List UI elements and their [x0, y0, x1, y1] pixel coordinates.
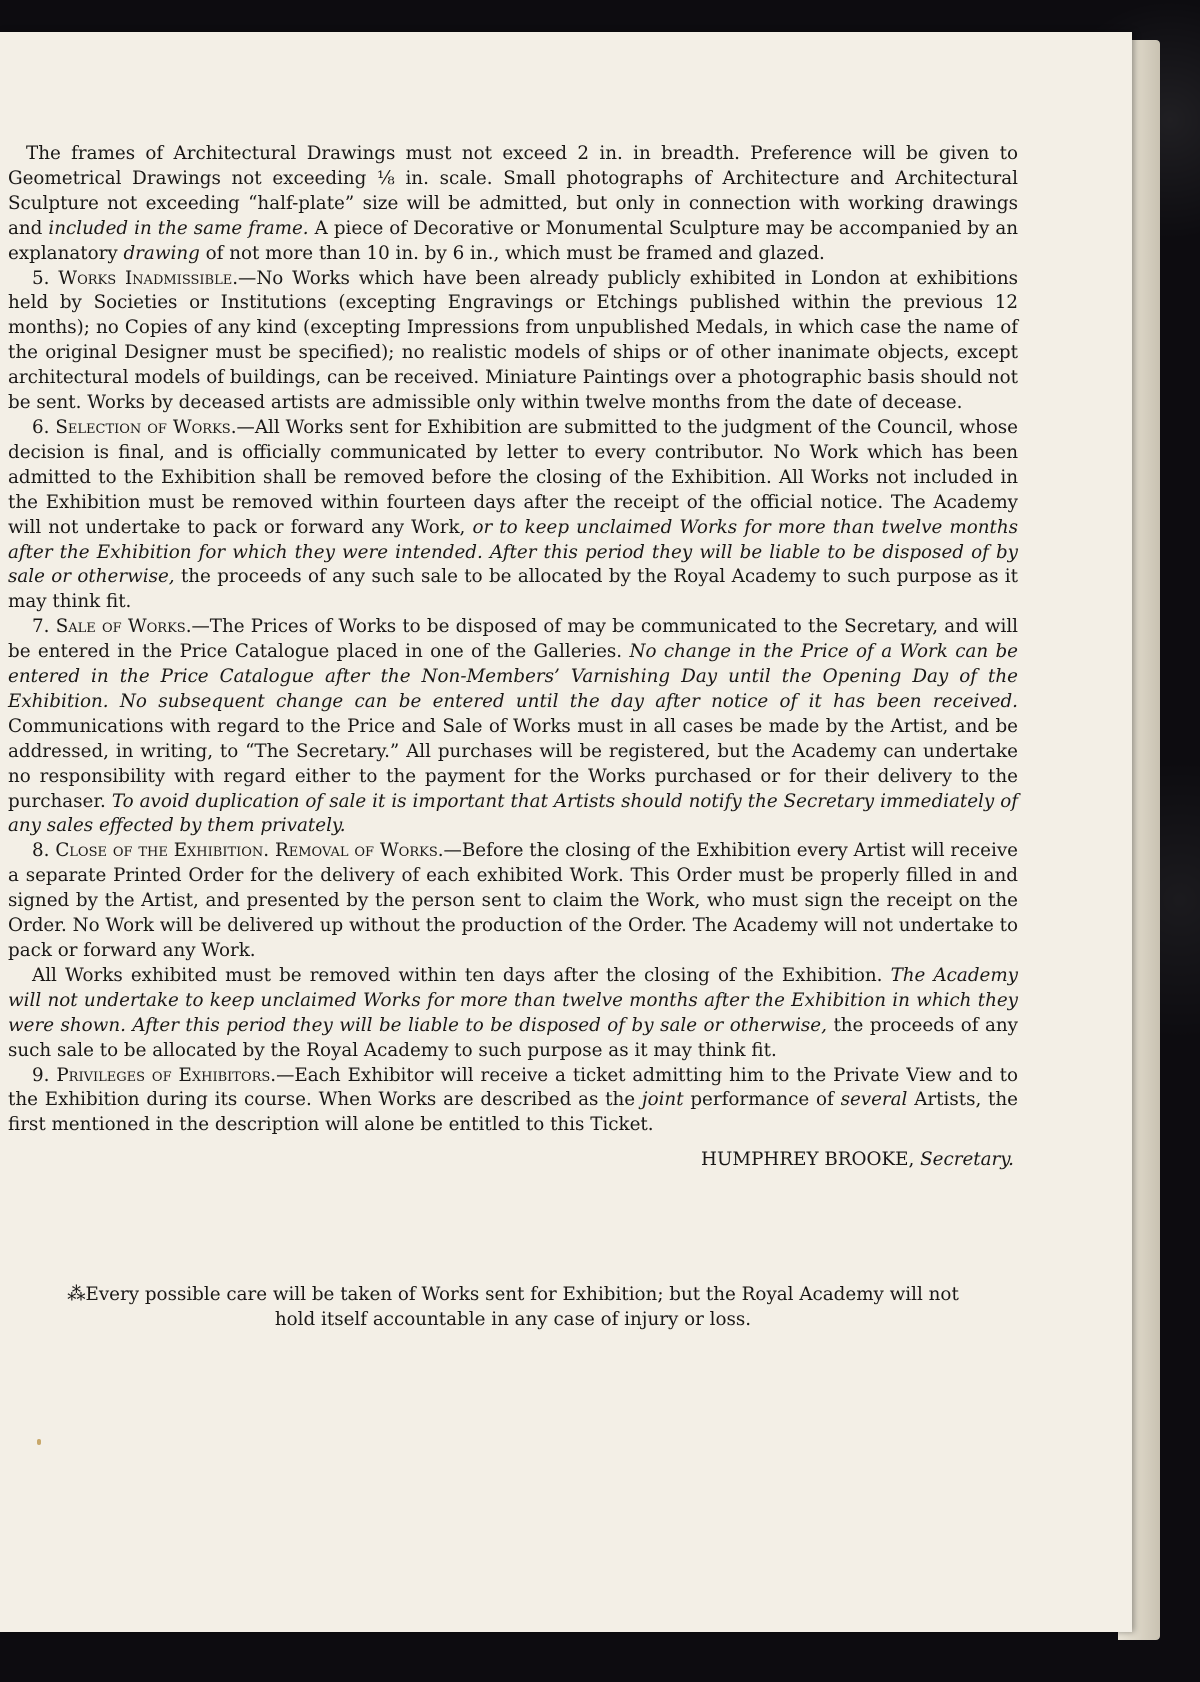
section-6-italic: or to keep unclaimed Works for more than twelve months after the Exhibition for which they were intended. After this period they will be liable to be disposed of by sale or otherwise,	[8, 516, 1019, 588]
section-8b-italic: The Academy will not undertake to keep unclaimed Works for more than twelve months after the Exhibition in which they were shown. After this period they will be liable to be disposed of by sale or otherwise,	[8, 964, 1019, 1036]
section-5-number: 5.	[32, 267, 50, 289]
frames-text-b: A piece of Decorative or Monumental Sculpture may be accompanied by an explanatory	[8, 217, 1019, 264]
section-7-italic-2: To avoid duplication of sale it is important that Artists should notify the Secretary immediately of any sales effected by them privately.	[8, 790, 1018, 837]
frames-text: The frames of Architectural Drawings must not exceed 2 in. in breadth. Preference will be given to Geometrical Drawings not exceeding ⅛ in. scale. Small photographs of Architecture and Architectural Sculpture not exceeding “half-plate” size will be admitted, but only in connection with working drawings and	[8, 143, 1018, 239]
section-9-italic-2: several	[840, 1089, 908, 1111]
section-6-text-2: the proceeds of any such sale to be allocated by the Royal Academy to such purpose as it may think fit.	[8, 566, 1018, 613]
section-7-text: —The Prices of Works to be disposed of may be communicated to the Secretary, and will be entered in the Price Catalogue placed in one of the Galleries.	[8, 616, 1019, 663]
section-6-text: —All Works sent for Exhibition are submitted to the judgment of the Council, whose decision is final, and is officially communicated by letter to every contributor. No Work which has been admitted to the Exhibition shall be removed before the closing of the Exhibition. All Works not included in the Exhibition must be removed within fourteen days after the receipt of the official notice. The Academy will not undertake to pack or forward any Work,	[8, 416, 1018, 538]
section-8-number: 8.	[32, 840, 50, 862]
section-6	[8, 416, 1018, 615]
paragraph-frames	[8, 142, 1018, 267]
section-8b-text: All Works exhibited must be removed within ten days after the closing of the Exhibition.	[32, 964, 883, 986]
signature	[8, 1148, 1018, 1173]
signature-name: HUMPHREY BROOKE,	[701, 1149, 915, 1171]
section-7	[8, 615, 1018, 839]
frames-text-c: of not more than 10 in. by 6 in., which must be framed and glazed.	[205, 242, 825, 264]
section-5-text: —No Works which have been already publicly exhibited in London at exhibitions held by Societies or Institutions (excepting Engravings or Etchings published within the previous 12 months); no Copies of any kind (excepting Impressions from unpublished Medals, in which case the name of the original Designer must be specified); no realistic models of ships or of other inanimate objects, except architectural models of buildings, can be received. Miniature Paintings over a photographic basis should not be sent. Works by deceased artists are admissible only within twelve months from the date of decease.	[8, 267, 1018, 414]
section-9-text-2: performance of	[690, 1089, 834, 1111]
footnote-line-1: ⁂Every possible care will be taken of Works sent for Exhibition; but the Royal Academy will not	[67, 1284, 959, 1305]
signature-title: Secretary.	[920, 1149, 1014, 1171]
section-9-heading: Privileges of Exhibitors.	[56, 1064, 277, 1086]
document-page	[0, 32, 1132, 1632]
section-6-number: 6.	[32, 416, 50, 438]
section-8	[8, 839, 1018, 964]
document-body	[8, 142, 1018, 1173]
section-5	[8, 267, 1018, 416]
section-6-heading: Selection of Works.	[55, 416, 237, 438]
section-9-number: 9.	[32, 1064, 50, 1086]
section-9-text-3: Artists, the first mentioned in the description will alone be entitled to this Ticket.	[8, 1089, 1018, 1136]
frames-italic: included in the same frame.	[48, 217, 309, 239]
section-7-heading: Sale of Works.	[55, 616, 192, 638]
section-9-italic: joint	[641, 1089, 684, 1111]
frames-italic-2: drawing	[123, 242, 200, 264]
section-8-continued	[8, 964, 1018, 1064]
stain-mark	[37, 1439, 41, 1445]
section-9	[8, 1064, 1018, 1139]
section-9-text: —Each Exhibitor will receive a ticket admitting him to the Private View and to the Exhibition during its course. When Works are described as the	[8, 1064, 1019, 1111]
section-8b-text-2: the proceeds of any such sale to be allocated by the Royal Academy to such purpose as it may think fit.	[8, 1014, 1019, 1061]
section-7-text-2: Communications with regard to the Price and Sale of Works must in all cases be made by the Artist, and be addressed, in writing, to “The Secretary.” All purchases will be registered, but the Academy can undertake no responsibility with regard either to the payment for the Works purchased or for their delivery to the purchaser.	[8, 715, 1018, 812]
footnote-line-2: hold itself accountable in any case of injury or loss.	[274, 1309, 752, 1330]
section-8-text: —Before the closing of the Exhibition every Artist will receive a separate Printed Order for the delivery of each exhibited Work. This Order must be properly filled in and signed by the Artist, and presented by the person sent to claim the Work, who must sign the receipt on the Order. No Work will be delivered up without the production of the Order. The Academy will not undertake to pack or forward any Work.	[8, 840, 1018, 961]
section-8-heading: Close of the Exhibition. Removal of Works.	[55, 840, 444, 862]
section-5-heading: Works Inadmissible.	[58, 267, 239, 289]
footnote	[8, 1282, 1018, 1332]
section-7-number: 7.	[32, 616, 50, 638]
section-7-italic: No change in the Price of a Work can be entered in the Price Catalogue after the Non-Members’ Varnishing Day until the Opening Day of the Exhibition. No subsequent change can be entered until the day after notice of it has been received.	[8, 641, 1018, 712]
